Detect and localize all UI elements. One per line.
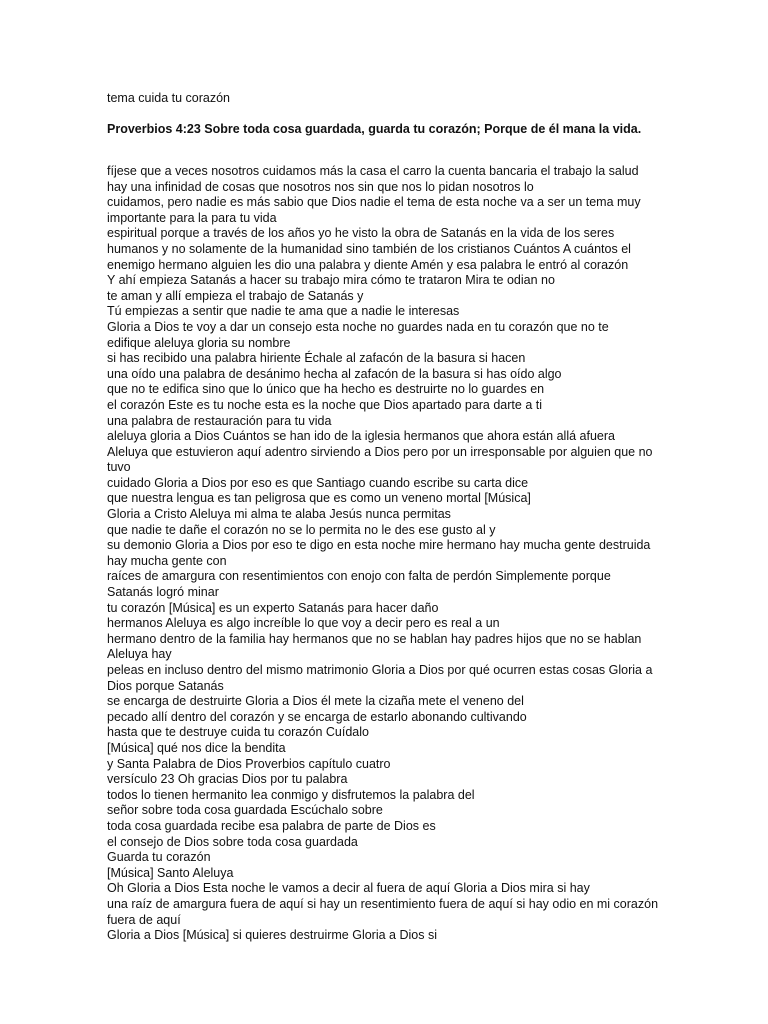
transcript-line: que nadie te dañe el corazón no se lo permita no le des ese gusto al y [107, 522, 496, 537]
transcript-line: que no te edifica sino que lo único que ha hecho es destruirte no lo guardes en [107, 382, 545, 397]
transcript-line: Y ahí empieza Satanás a hacer su trabajo mira cómo te trataron Mira te odian no [107, 273, 555, 288]
transcript-line: una raíz de amargura fuera de aquí si hay un resentimiento fuera de aquí si hay odio en mi corazón [107, 896, 659, 911]
transcript-line: Satanás logró minar [107, 585, 219, 600]
transcript-line: espiritual porque a través de los años yo he visto la obra de Satanás en la vida de los seres [107, 226, 615, 241]
transcript-line: hay una infinidad de cosas que nosotros nos sin que nos lo pidan nosotros lo [107, 179, 534, 194]
transcript-line: raíces de amargura con resentimientos con enojo con falta de perdón Simplemente porque [107, 569, 611, 584]
transcript-line: edifique aleluya gloria su nombre [107, 335, 291, 350]
transcript-line: una oído una palabra de desánimo hecha al zafacón de la basura si has oído algo [107, 366, 562, 381]
transcript-line: Aleluya que estuvieron aquí adentro sirviendo a Dios pero por un irresponsable por alguien que no [107, 444, 653, 459]
transcript-line: cuidado Gloria a Dios por eso es que Santiago cuando escribe su carta dice [107, 475, 529, 490]
document-page [107, 90, 757, 944]
document-topic: tema cuida tu corazón [107, 91, 230, 105]
transcript-line: humanos y no solamente de la humanidad sino también de los cristianos Cuántos A cuántos el [107, 241, 631, 256]
transcript-line: Guarda tu corazón [107, 850, 211, 865]
transcript-line: Tú empiezas a sentir que nadie te ama que a nadie le interesas [107, 304, 460, 319]
transcript-line: tu corazón [Música] es un experto Satanás para hacer daño [107, 600, 439, 615]
transcript-line: el consejo de Dios sobre toda cosa guardada [107, 834, 358, 849]
transcript-line: fíjese que a veces nosotros cuidamos más la casa el carro la cuenta bancaria el trabajo la salud [107, 164, 639, 178]
transcript-line: cuidamos, pero nadie es más sabio que Dios nadie el tema de esta noche va a ser un tema muy [107, 195, 641, 210]
transcript-line: todos lo tienen hermanito lea conmigo y disfrutemos la palabra del [107, 787, 475, 802]
transcript-line: versículo 23 Oh gracias Dios por tu palabra [107, 772, 348, 787]
transcript-line: peleas en incluso dentro del mismo matrimonio Gloria a Dios por qué ocurren estas cosas Gloria a [107, 663, 653, 677]
transcript-line: Gloria a Dios [Música] si quieres destruirme Gloria a Dios si [107, 928, 437, 943]
verse-heading: Proverbios 4:23 Sobre toda cosa guardada, guarda tu corazón; Porque de él mana la vida. [107, 122, 642, 136]
transcript-line: si has recibido una palabra hiriente Échale al zafacón de la basura si hacen [107, 351, 526, 366]
transcript-line: hermano dentro de la familia hay hermanos que no se hablan hay padres hijos que no se hablan [107, 631, 642, 646]
transcript-line: Aleluya hay [107, 647, 172, 662]
transcript-line: importante para la para tu vida [107, 210, 277, 225]
transcript-line: que nuestra lengua es tan peligrosa que es como un veneno mortal [Música] [107, 491, 531, 506]
transcript-line: tuvo [107, 460, 131, 475]
transcript-line: se encarga de destruirte Gloria a Dios él mete la cizaña mete el veneno del [107, 694, 524, 709]
transcript-line: Dios porque Satanás [107, 678, 224, 693]
transcript-line: una palabra de restauración para tu vida [107, 413, 332, 428]
transcript-line: y Santa Palabra de Dios Proverbios capítulo cuatro [107, 756, 391, 771]
sermon-transcript [107, 164, 757, 944]
transcript-line: hay mucha gente con [107, 553, 227, 568]
transcript-line: Oh Gloria a Dios Esta noche le vamos a decir al fuera de aquí Gloria a Dios mira si hay [107, 881, 590, 896]
transcript-line: su demonio Gloria a Dios por eso te digo en esta noche mire hermano hay mucha gente destruida [107, 538, 651, 553]
transcript-line: [Música] qué nos dice la bendita [107, 740, 286, 755]
transcript-line: pecado allí dentro del corazón y se encarga de estarlo abonando cultivando [107, 709, 527, 724]
transcript-line: aleluya gloria a Dios Cuántos se han ido de la iglesia hermanos que ahora están allá afuera [107, 429, 615, 444]
transcript-line: fuera de aquí [107, 912, 181, 927]
transcript-line: hasta que te destruye cuida tu corazón Cuídalo [107, 725, 369, 740]
transcript-line: [Música] Santo Aleluya [107, 865, 234, 880]
transcript-line: te aman y allí empieza el trabajo de Satanás y [107, 288, 364, 303]
transcript-line: enemigo hermano alguien les dio una palabra y diente Amén y esa palabra le entró al corazón [107, 257, 629, 272]
transcript-line: Gloria a Cristo Aleluya mi alma te alaba Jesús nunca permitas [107, 507, 451, 522]
transcript-line: Gloria a Dios te voy a dar un consejo esta noche no guardes nada en tu corazón que no te [107, 319, 609, 334]
transcript-line: señor sobre toda cosa guardada Escúchalo sobre [107, 803, 383, 818]
transcript-line: hermanos Aleluya es algo increíble lo que voy a decir pero es real a un [107, 616, 500, 631]
transcript-line: el corazón Este es tu noche esta es la noche que Dios apartado para darte a ti [107, 397, 542, 412]
transcript-line: toda cosa guardada recibe esa palabra de parte de Dios es [107, 818, 436, 833]
